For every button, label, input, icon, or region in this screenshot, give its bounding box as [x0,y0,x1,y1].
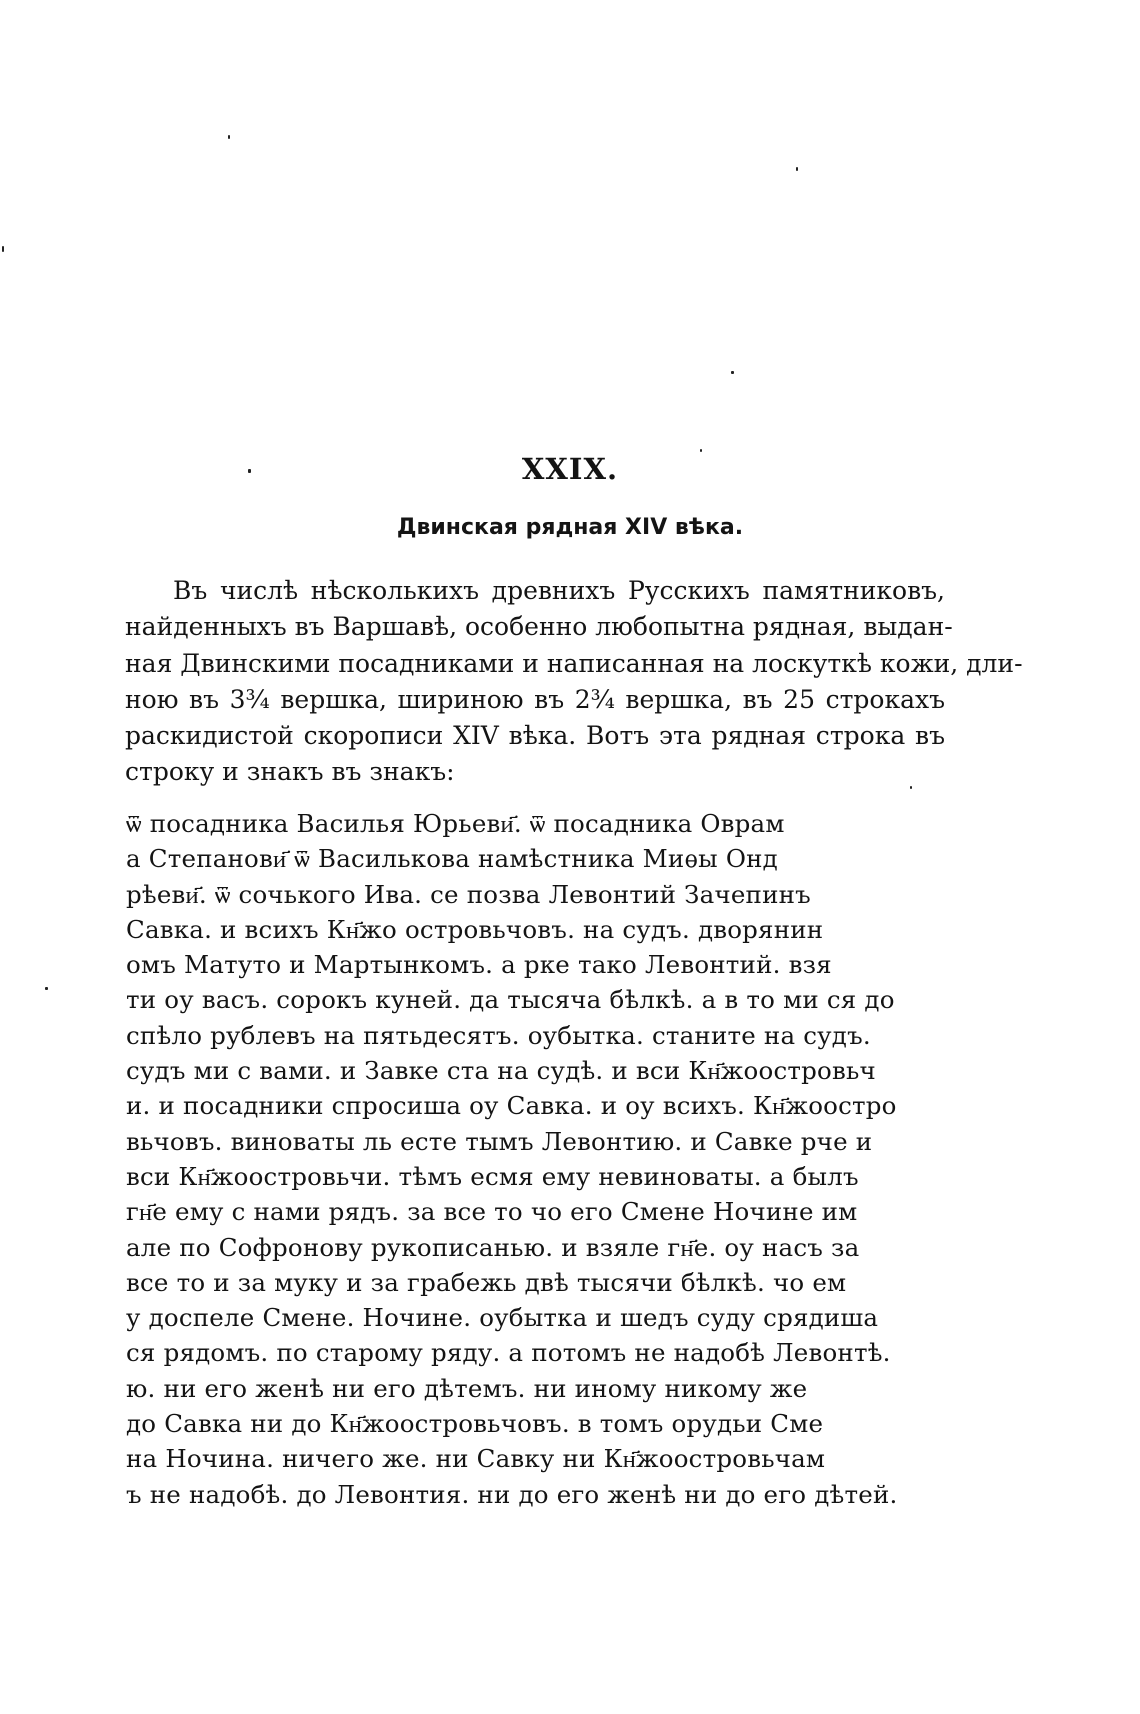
transcript-line: а Степанови҃ ѿ Василькова намѣстника Миѳы Онд [126,844,778,874]
transcript-line: у доспеле Смене. Ночине. оубытка и шедъ суду срядиша [126,1303,879,1333]
charter-transcript [126,806,897,1512]
transcript-line: Савка. и всихъ Кн҃жо островьчовъ. на судъ. дворянин [126,914,824,944]
transcript-line: ъ не надобѣ. до Левонтия. ни до его женѣ ни до его дѣтей. [126,1479,898,1509]
transcript-line: рѣеви҃. ѿ сочького Ива. се позва Левонтий Зачепинъ [126,879,811,909]
scan-speck [731,371,734,374]
transcript-line: все то и за муку и за грабежь двѣ тысячи бѣлкѣ. чо ем [126,1267,847,1297]
section-numeral: XXIX. [521,452,619,486]
transcript-line: ю. ни его женѣ ни его дѣтемъ. ни иному никому же [126,1373,808,1403]
intro-line: ною въ 3¾ вершка, шириною въ 2¾ вершка, въ 25 строкахъ [125,684,945,714]
transcript-line: судъ ми с вами. и Завке ста на судѣ. и вси Кн҃жоостровьч [126,1056,876,1086]
intro-line: раскидистой скорописи XIV вѣка. Вотъ эта рядная строка въ [125,721,945,751]
transcript-line: ся рядомъ. по старому ряду. а потомъ не надобѣ Левонтѣ. [126,1338,891,1368]
scan-speck [45,987,48,990]
transcript-line: гн҃е ему с нами рядъ. за все то чо его Смене Ночине им [126,1197,858,1227]
transcript-line: вси Кн҃жоостровьчи. тѣмъ есмя ему невиноваты. а былъ [126,1161,859,1191]
intro-line: найденныхъ въ Варшавѣ, особенно любопытна рядная, выдан- [125,612,953,642]
intro-line: Въ числѣ нѣсколькихъ древнихъ Русскихъ памятниковъ, [173,576,945,605]
intro-line: строку и знакъ въ знакъ: [125,757,455,787]
transcript-line: и. и посадники спросиша оу Савка. и оу всихъ. Кн҃жоостро [126,1091,897,1121]
transcript-line: до Савка ни до Кн҃жоостровьчовъ. в томъ орудьи Сме [126,1409,824,1439]
transcript-line: ѿ посадника Василья Юрьеви҃. ѿ посадника Оврам [126,809,785,838]
scan-speck [796,167,798,171]
intro-line: ная Двинскими посадниками и написанная на лоскуткѣ кожи, дли- [125,648,1023,678]
transcript-line: але по Софронову рукописанью. и взяле гн҃е. оу насъ за [126,1232,860,1262]
scan-speck [228,135,230,139]
transcript-line: спѣло рублевъ на пятьдесятъ. оубытка. станите на судъ. [126,1020,871,1050]
transcript-line: ти оу васъ. сорокъ куней. да тысяча бѣлкѣ. а в то ми ся до [126,985,895,1015]
transcript-line: вьчовъ. виноваты ль есте тымъ Левонтию. и Савке рче и [126,1126,873,1156]
intro-paragraph [125,573,1023,791]
transcript-line: на Ночина. ничего же. ни Савку ни Кн҃жоостровьчам [126,1444,826,1474]
scan-speck [2,246,4,252]
document-title: Двинская рядная XIV вѣка. [396,515,744,540]
transcript-line: омъ Матуто и Мартынкомъ. а рке тако Левонтий. взя [126,950,832,980]
